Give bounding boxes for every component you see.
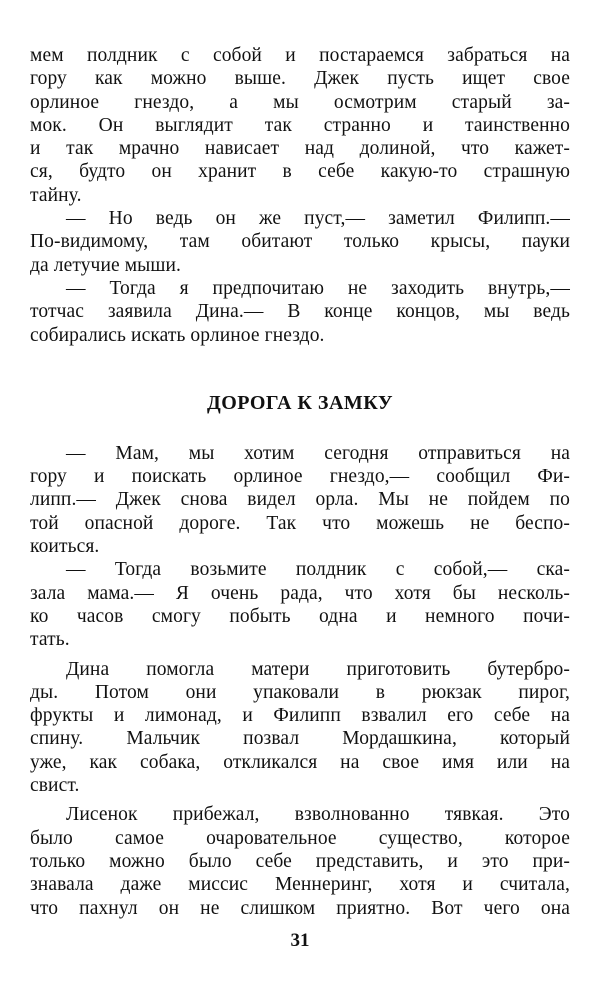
text-line: — Тогда возьмите полдник с собой,— ска- — [66, 559, 570, 581]
page-text — [30, 44, 570, 920]
chapter-title: ДОРОГА К ЗАМКУ — [206, 391, 394, 414]
text-line: тать. — [30, 629, 70, 651]
text-line: — Но ведь он же пуст,— заметил Филипп.— — [66, 208, 570, 230]
text-line: Лисенок прибежал, взволнованно тявкая. Это — [66, 804, 570, 826]
page-number: 31 — [290, 930, 310, 951]
text-line: и так мрачно нависает над долиной, что кажет- — [30, 138, 570, 160]
text-line: мем полдник с собой и постараемся забраться на — [30, 45, 570, 66]
text-line: орлиное гнездо, а мы осмотрим старый за- — [30, 91, 570, 113]
paragraph — [30, 658, 570, 798]
text-line: фрукты и лимонад, и Филипп взвалил его себе на — [30, 705, 570, 727]
text-line: было самое очаровательное существо, которое — [30, 827, 570, 849]
text-line: коиться. — [30, 536, 100, 558]
text-line: ся, будто он хранит в себе какую-то страшную — [30, 161, 570, 183]
text-line: что пахнул он не слишком приятно. Вот чего она — [30, 897, 570, 919]
paragraph — [30, 803, 570, 919]
text-line: да летучие мыши. — [30, 254, 181, 276]
text-line: мок. Он выглядит так странно и таинственно — [30, 114, 570, 136]
text-line: свист. — [30, 775, 80, 797]
text-line: — Тогда я предпочитаю не заходить внутрь,— — [66, 277, 570, 299]
paragraph — [30, 207, 570, 277]
paragraph — [30, 44, 570, 207]
paragraph — [30, 442, 570, 558]
text-line: зала мама.— Я очень рада, что хотя бы несколь- — [30, 582, 570, 604]
text-line: ды. Потом они упаковали в рюкзак пирог, — [30, 681, 570, 703]
text-line: ко часов смогу побыть одна и немного почи- — [30, 605, 570, 627]
text-line: гору как можно выше. Джек пусть ищет свое — [30, 68, 570, 90]
text-line: — Мам, мы хотим сегодня отправиться на — [66, 442, 570, 464]
text-line: только можно было себе представить, и это при- — [30, 850, 570, 872]
text-line: липп.— Джек снова видел орла. Мы не пойдем по — [30, 489, 570, 511]
text-line: Дина помогла матери приготовить бутербро- — [66, 658, 570, 680]
paragraph — [30, 277, 570, 347]
text-line: гору и поискать орлиное гнездо,— сообщил Фи- — [30, 466, 570, 488]
paragraph — [30, 558, 570, 651]
text-line: той опасной дороге. Так что можешь не беспо- — [30, 512, 570, 534]
text-line: уже, как собака, откликался на свое имя или на — [30, 751, 570, 773]
text-line: спину. Мальчик позвал Мордашкина, который — [30, 728, 570, 750]
text-line: знавала даже миссис Меннеринг, хотя и считала, — [30, 874, 570, 896]
text-line: собирались искать орлиное гнездо. — [30, 324, 325, 346]
text-line: По-видимому, там обитают только крысы, пауки — [30, 231, 570, 253]
text-line: тотчас заявила Дина.— В конце концов, мы ведь — [30, 301, 570, 323]
text-line: тайну. — [30, 184, 82, 206]
